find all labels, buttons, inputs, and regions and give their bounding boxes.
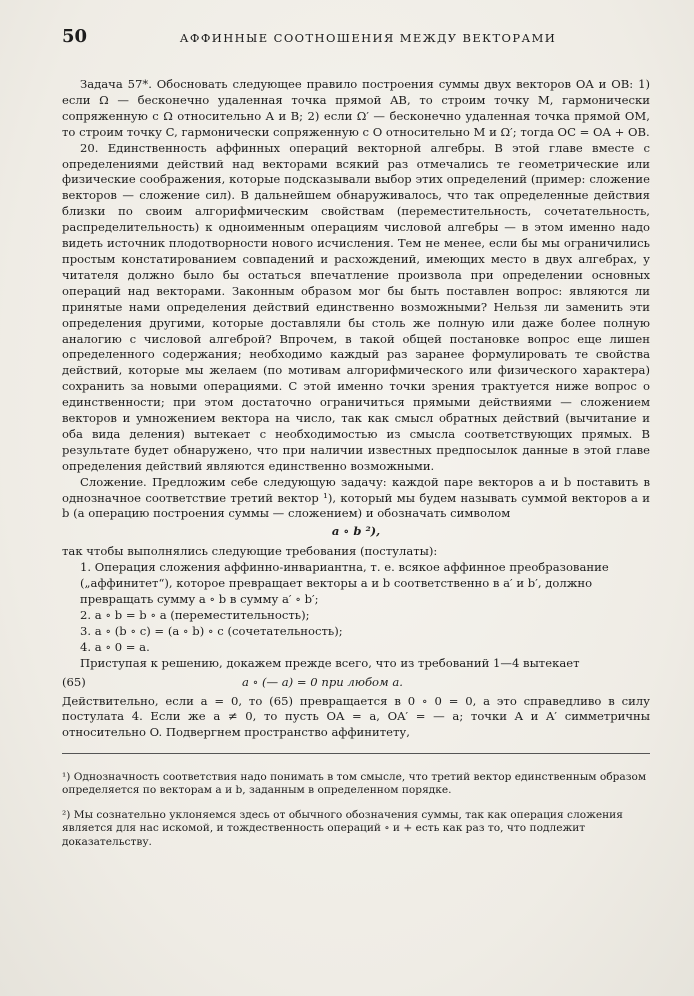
sum-symbol: a ∘ b ²), — [331, 524, 381, 539]
equation-text: a ∘ (— a) = 0 при любом a. — [242, 674, 403, 689]
page-number: 50 — [62, 26, 88, 47]
equation-number: (65) — [62, 674, 86, 689]
postulate-2: 2. a ∘ b = b ∘ a (переместительность); — [80, 607, 310, 622]
footnote-1: ¹) Однозначность соответствия надо понимать в том смысле, что третий вектор единственным образом определяется по векторам a и b, заданным в определенном порядке. — [62, 770, 647, 797]
postulate-3: 3. a ∘ (b ∘ c) = (a ∘ b) ∘ c (сочетательность); — [80, 623, 343, 638]
footnotes — [62, 753, 650, 849]
equation-65 — [62, 674, 650, 690]
postulates-intro: так чтобы выполнялись следующие требования (постулаты): — [62, 544, 438, 559]
postulate-1: 1. Операция сложения аффинно-инвариантна, т. е. всякое аффинное преобразование („аффинитет“), которое превращает векторы a и b соответственно в a′ и b′, должно превращать сумму a ∘ b в сумму a′ ∘ b′; — [80, 560, 609, 606]
paragraph-addition: Сложение. Предложим себе следующую задачу: каждой паре векторов a и b поставить в однозначное соответствие третий вектор ¹), который мы будем называть суммой векторов a и b (а операцию построения суммы — сложением) и обозначать символом — [62, 474, 650, 521]
postulates-list — [62, 560, 650, 655]
postulate-4: 4. a ∘ 0 = a. — [80, 639, 150, 654]
page-body — [62, 77, 650, 741]
proof-intro: Приступая к решению, докажем прежде всего, что из требований 1—4 вытекает — [80, 655, 580, 670]
page-header — [62, 26, 650, 47]
proof-text: Действительно, если a = 0, то (65) превращается в 0 ∘ 0 = 0, а это справедливо в силу постулата 4. Если же a ≠ 0, то пусть OA = a, OA′ = — a; точки A и A′ симметричны относительно O. Подвергнем пространство аффинитету, — [62, 693, 650, 740]
footnote-2: ²) Мы сознательно уклоняемся здесь от обычного обозначения суммы, так как операция сложения является для нас искомой, и тождественность операций ∘ и + есть как раз то, что подлежит доказательству. — [62, 808, 623, 848]
paragraph-section-20: 20. Единственность аффинных операций векторной алгебры. В этой главе вместе с определениями действий над векторами всякий раз отмечались те геометрические или физические соображения, которые подсказывали выбор этих определений (пример: сложение векторов — сложение сил). В дальнейшем обнаруживалось, что так определенные действия близки по своим алгорифмическим свойствам (переместительность, сочетательность, распределительность) к одноименным операциям числовой алгебры — в этом именно надо видеть источник плодотворности нового исчисления. Тем не менее, если бы мы ограничились простым констатированием совпадений и расхождений, имеющих место в двух алгебрах, у читателя должно было бы остаться впечатление произвола при определении основных операций над векторами. Законным образом мог бы быть поставлен вопрос: являются ли принятые нами определения действий единственно возможными? Нельзя ли заменить эти определения другими, которые доставляли бы столь же полную или даже более полную аналогию с числовой алгеброй? Впрочем, в такой общей постановке вопрос еще лишен определенного содержания; необходимо каждый раз заранее формулировать те свойства действий, которые мы желаем (по мотивам алгорифмического или физического характера) сохранить за новыми операциями. С этой именно точки зрения трактуется ниже вопрос о единственности; при этом достаточно ограничиться прямыми действиями — сложением векторов и умножением вектора на число, так как смысл обратных действий (вычитание и оба вида деления) вытекает с необходимостью из смысла соответствующих прямых. В результате будет обнаружено, что при наличии известных предпосылок данные в этой главе определения действий являются единственно возможными. — [62, 140, 650, 473]
running-head: АФФИННЫЕ СООТНОШЕНИЯ МЕЖДУ ВЕКТОРАМИ — [179, 31, 557, 45]
paragraph-problem-57: Задача 57*. Обосновать следующее правило построения суммы двух векторов OA и OB: 1) если Ω — бесконечно удаленная точка прямой AB, то строим точку M, гармонически сопряженную с Ω относительно A и B; 2) если Ω′ — бесконечно удаленная точка прямой OM, то строим точку C, гармонически сопряженную с O относительно M и Ω′; тогда OC = OA + OB. — [62, 77, 650, 139]
